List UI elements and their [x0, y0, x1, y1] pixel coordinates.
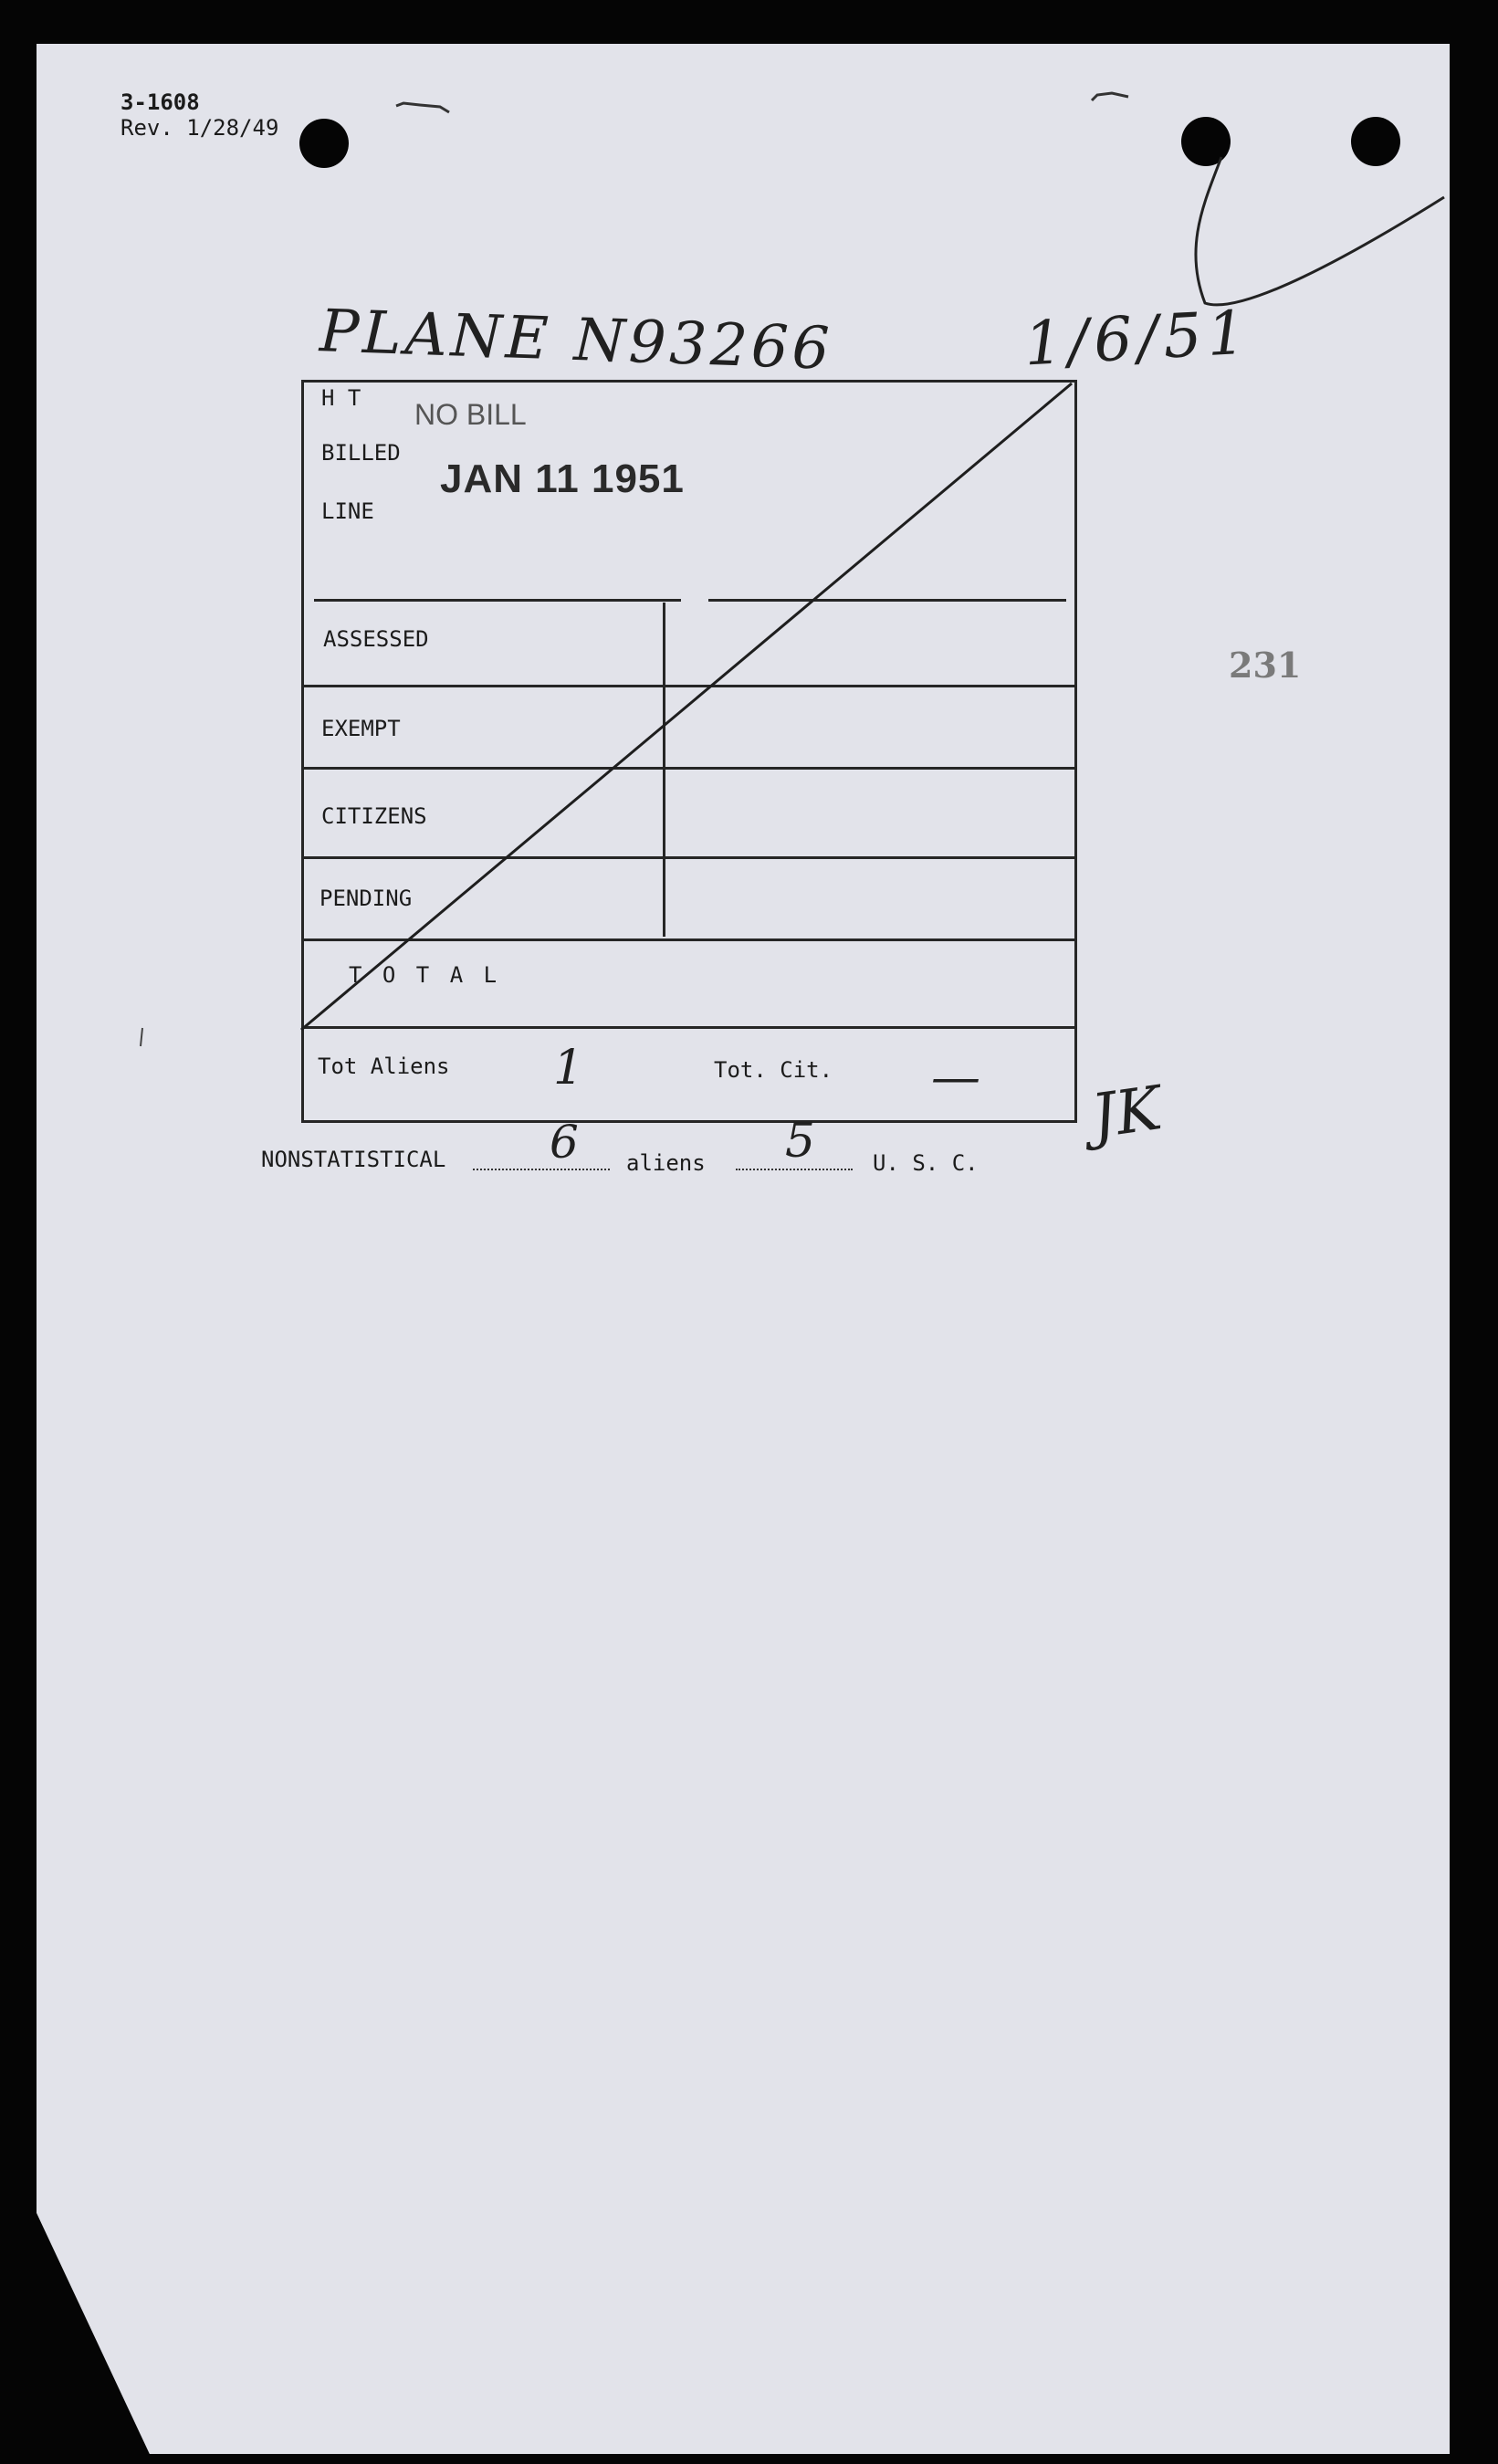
pencil-mark-top-right: [1092, 93, 1128, 100]
nonstat-usc-value: 5: [785, 1114, 816, 1169]
usc-label: U. S. C.: [873, 1150, 979, 1176]
tot-cit-label: Tot. Cit.: [714, 1057, 833, 1083]
tot-cit-value: —: [931, 1048, 980, 1106]
tot-aliens-label: Tot Aliens: [318, 1054, 450, 1079]
ht-label: H T: [321, 385, 361, 411]
row-label-assessed: ASSESSED: [323, 626, 429, 652]
initials-handwritten: JK: [1087, 1073, 1166, 1152]
aliens-label: aliens: [626, 1150, 706, 1176]
form-revision: Rev. 1/28/49: [120, 115, 279, 141]
pencil-mark-top: [396, 103, 449, 112]
date-handwritten: 1/6/51: [1022, 297, 1253, 380]
margin-tick: [141, 1028, 142, 1046]
row-label-pending: PENDING: [320, 886, 413, 911]
line-label: LINE: [321, 498, 374, 524]
nonstat-aliens-value: 6: [550, 1116, 579, 1169]
cancel-diagonal-line: [301, 383, 1072, 1030]
no-bill-stamp: NO BILL: [414, 398, 527, 431]
total-label: T O T A L: [349, 962, 501, 988]
row-label-citizens: CITIZENS: [321, 803, 427, 829]
tot-aliens-value: 1: [553, 1041, 584, 1096]
nonstatistical-label: NONSTATISTICAL: [261, 1147, 446, 1172]
handwritten-curve: [1196, 157, 1444, 305]
date-stamp: JAN 11 1951: [440, 456, 685, 501]
form-number: 3-1608: [120, 89, 200, 115]
billed-label: BILLED: [321, 440, 401, 466]
row-label-exempt: EXEMPT: [321, 716, 401, 741]
page-number-stamp: 231: [1229, 645, 1302, 686]
plane-number-handwritten: PLANE N93266: [318, 298, 834, 383]
